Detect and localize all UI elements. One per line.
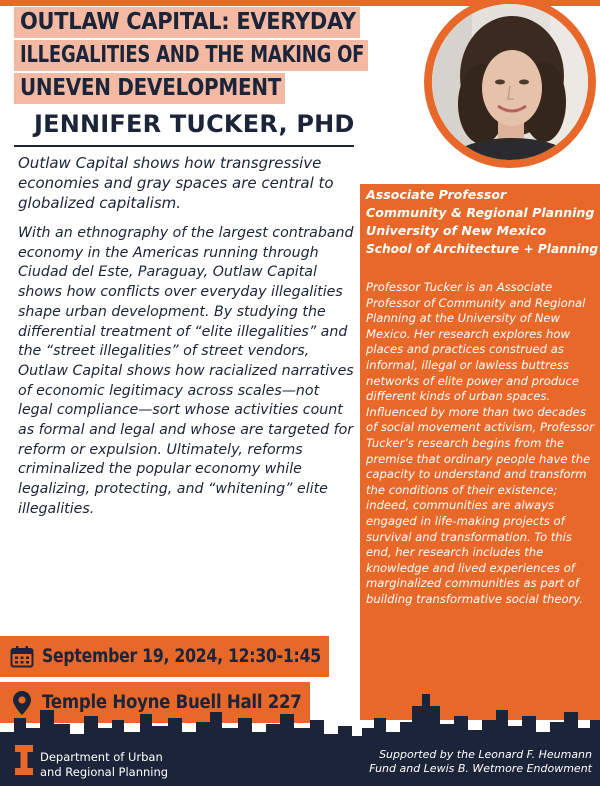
- speaker-name: JENNIFER TUCKER, PHD: [34, 110, 355, 138]
- title-divider: [14, 145, 354, 147]
- title-line-2: ILLEGALITIES AND THE MAKING OF: [14, 40, 368, 71]
- speaker-photo: [432, 4, 588, 160]
- bio-title-line: Associate Professor: [366, 187, 507, 202]
- abstract-paragraph: With an ethnography of the largest contraband economy in the Americas running through Ciudad del Este, Paraguay, Outlaw Capital shows how conflicts over everyday illegalities shape urban development. By studying the differential treatment of “elite illegalities” and the “street illegalities” of street vendors, Outlaw Capital shows how racialized narratives of economic legitimacy across scales—not legal compliance—sort whose activities count as formal and legal and whose are targeted for reform or expulsion. Ultimately, reforms criminalized the popular economy while legalizing, protecting, and “whitening” elite illegalities.: [18, 225, 354, 517]
- event-date: September 19, 2024, 12:30-1:45: [42, 646, 321, 667]
- support-note: [352, 748, 592, 776]
- bio-title-line: University of New Mexico: [366, 223, 547, 238]
- bio-title-line: Community & Regional Planning: [366, 205, 595, 220]
- block-i-logo-icon: [15, 745, 33, 779]
- bio-title: [366, 186, 598, 258]
- support-line: Supported by the Leonard F. Heumann: [379, 748, 592, 761]
- title-line-3: UNEVEN DEVELOPMENT: [14, 73, 285, 104]
- title-line-1: OUTLAW CAPITAL: EVERYDAY: [14, 7, 360, 38]
- department-name: [40, 750, 168, 780]
- support-line: Fund and Lewis B. Wetmore Endowment: [369, 762, 592, 775]
- bio-text: Professor Tucker is an Associate Professor of Community and Regional Planning at the University of New Mexico. Her research explores how places and practices construed as informal, illegal or lawless buttress networks of elite power and produce different kinds of urban spaces. Influenced by more than two decades of social movement activism, Professor Tucker’s research begins from the premise that ordinary people have the capacity to understand and transform the conditions of their existence; indeed, communities are always engaged in life-making projects of survival and transformation. To this end, her research includes the knowledge and lived experiences of marginalized communities as part of building transformative social theory.: [366, 280, 595, 606]
- department-line: Department of Urban: [40, 750, 163, 764]
- event-date-box: [0, 636, 329, 677]
- event-location: Temple Hoyne Buell Hall 227: [42, 692, 302, 713]
- department-line: and Regional Planning: [40, 765, 169, 779]
- lead-paragraph: Outlaw Capital shows how transgressive economies and gray spaces are central to globalized capitalism.: [18, 154, 334, 212]
- bio-title-line: School of Architecture + Planning: [366, 241, 599, 256]
- calendar-icon: [10, 645, 34, 672]
